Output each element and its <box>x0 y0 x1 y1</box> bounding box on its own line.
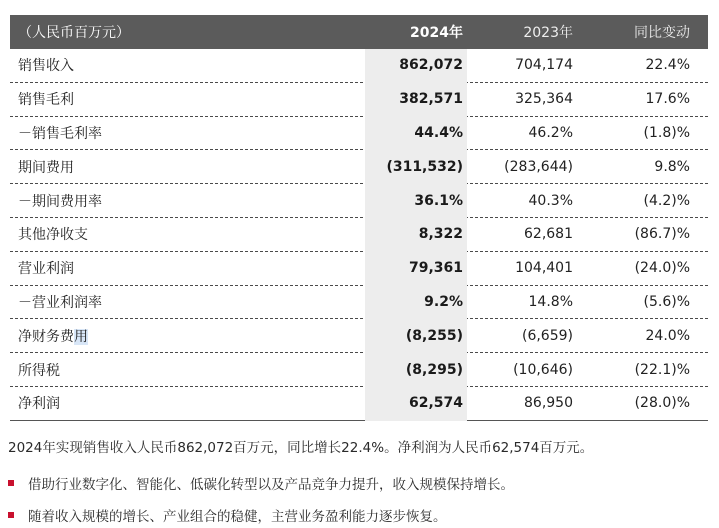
value-2023: 62,681 <box>524 226 573 243</box>
table-row <box>10 319 708 353</box>
financial-summary-table <box>10 15 708 421</box>
table-row <box>10 387 708 421</box>
table-row <box>10 353 708 387</box>
value-2023: (10,646) <box>513 361 573 378</box>
value-2024: 382,571 <box>399 91 463 108</box>
value-2023: 46.2% <box>528 124 573 141</box>
row-label: 营业利润 <box>18 261 74 278</box>
value-2024: 62,574 <box>408 395 463 412</box>
value-2024: 44.4% <box>414 124 463 141</box>
row-label: －销售毛利率 <box>18 125 102 142</box>
value-change: (1.8)% <box>643 124 690 141</box>
value-2024: 9.2% <box>424 293 463 310</box>
header-2024: 2024年 <box>410 25 463 41</box>
value-change: (28.0)% <box>634 395 690 412</box>
row-label-text: 净财务费 <box>18 328 74 345</box>
selected-text[interactable]: 用 <box>74 328 88 345</box>
value-2023: 86,950 <box>524 395 573 412</box>
row-label: 销售收入 <box>18 58 74 75</box>
row-label: 所得税 <box>18 362 60 379</box>
value-change: (22.1)% <box>634 361 690 378</box>
bullet-item <box>8 473 514 493</box>
row-label: －营业利润率 <box>18 294 102 311</box>
table-header <box>10 15 708 49</box>
table-row <box>10 218 708 252</box>
header-unit-label: （人民币百万元） <box>18 25 130 41</box>
row-label: 销售毛利 <box>18 92 74 109</box>
value-2024: 8,322 <box>418 226 463 243</box>
table-row <box>10 117 708 151</box>
value-change: (24.0)% <box>634 260 690 277</box>
value-2024: 36.1% <box>414 192 463 209</box>
value-change: 22.4% <box>645 57 690 74</box>
header-change: 同比变动 <box>634 25 690 41</box>
table-row <box>10 252 708 286</box>
table-row <box>10 83 708 117</box>
value-2023: 325,364 <box>515 91 573 108</box>
bullet-text: 随着收入规模的增长、产业组合的稳健，主营业务盈利能力逐步恢复。 <box>28 509 447 525</box>
value-2023: 40.3% <box>528 192 573 209</box>
value-2023: (283,644) <box>504 158 573 175</box>
value-2024: (311,532) <box>386 158 463 175</box>
bullet-square-icon <box>8 480 14 486</box>
summary-text: 2024年实现销售收入人民币862,072百万元，同比增长22.4%。净利润为人民币62,574百万元。 <box>8 440 594 456</box>
row-label <box>10 326 365 346</box>
value-2024: (8,295) <box>405 361 463 378</box>
value-2023: 104,401 <box>515 260 573 277</box>
row-label: －期间费用率 <box>18 193 102 210</box>
value-2024: 862,072 <box>399 57 463 74</box>
value-2023: 14.8% <box>528 293 573 310</box>
value-change: (4.2)% <box>643 192 690 209</box>
row-label: 期间费用 <box>18 159 74 176</box>
header-2023: 2023年 <box>523 25 573 41</box>
table-row <box>10 49 708 83</box>
row-label: 净利润 <box>18 396 60 413</box>
value-2024: (8,255) <box>405 327 463 344</box>
value-2023: 704,174 <box>515 57 573 74</box>
table-row <box>10 150 708 184</box>
bullet-square-icon <box>8 512 14 518</box>
value-change: 24.0% <box>645 327 690 344</box>
row-label: 其他净收支 <box>18 227 88 244</box>
value-2023: (6,659) <box>521 327 573 344</box>
bullet-item <box>8 505 447 525</box>
value-2024: 79,361 <box>408 260 463 277</box>
table-row <box>10 286 708 320</box>
bullet-text: 借助行业数字化、智能化、低碳化转型以及产品竞争力提升，收入规模保持增长。 <box>28 477 514 493</box>
value-change: 17.6% <box>645 91 690 108</box>
value-change: 9.8% <box>654 158 690 175</box>
value-change: (5.6)% <box>643 293 690 310</box>
value-change: (86.7)% <box>634 226 690 243</box>
table-row <box>10 184 708 218</box>
